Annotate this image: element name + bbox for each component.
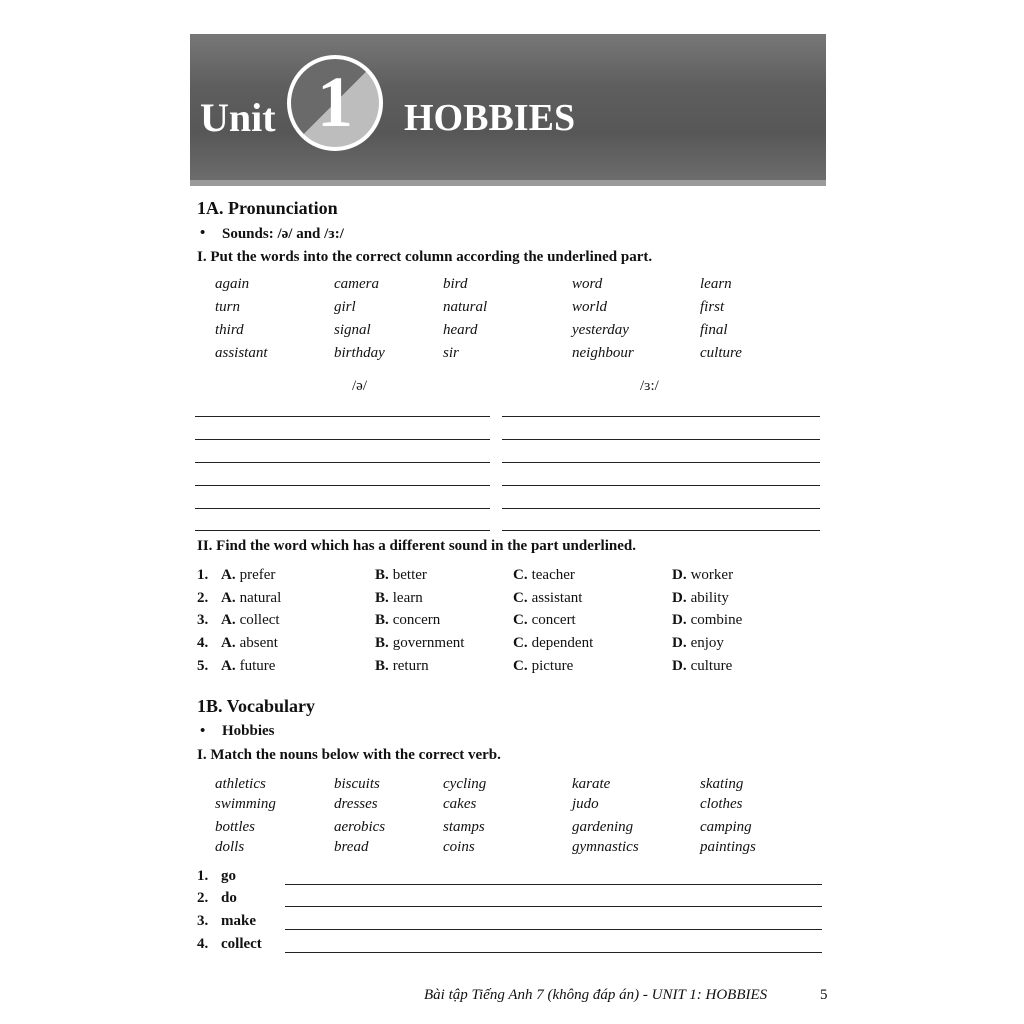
option-word: concern [392, 612, 441, 628]
option-letter: B. [375, 658, 389, 674]
unit-number: 1 [317, 62, 353, 142]
answer-option [375, 567, 427, 584]
pronunciation-word: camera [334, 276, 379, 292]
noun-word: camping [700, 819, 752, 835]
verb-number: 2. [197, 890, 209, 906]
pronunciation-word: culture [700, 345, 742, 361]
noun-word: stamps [443, 819, 485, 835]
exercise-2-instruction: II. Find the word which has a different sound in the part underlined. [197, 538, 636, 554]
option-letter: A. [221, 567, 236, 583]
option-word: absent [239, 635, 278, 651]
option-letter: B. [375, 590, 389, 606]
noun-word: bottles [215, 819, 255, 835]
pronunciation-word: learn [700, 276, 732, 292]
pronunciation-word: neighbour [572, 345, 634, 361]
option-letter: C. [513, 658, 528, 674]
option-word: assistant [531, 590, 583, 606]
option-word: dependent [531, 635, 594, 651]
answer-line [195, 508, 490, 509]
option-word: worker [690, 567, 734, 583]
answer-option [221, 567, 275, 584]
verb-label: go [221, 868, 236, 884]
page-number: 5 [820, 987, 828, 1003]
answer-option [513, 612, 576, 629]
option-word: ability [690, 590, 729, 606]
option-letter: C. [513, 590, 528, 606]
question-number: 1. [197, 567, 209, 583]
banner-strip [190, 180, 826, 186]
option-letter: D. [672, 590, 687, 606]
verb-answer-line [285, 929, 822, 930]
answer-option [375, 658, 429, 675]
answer-option [513, 635, 593, 652]
answer-line [195, 416, 490, 417]
pronunciation-word: third [215, 322, 244, 338]
pronunciation-word: world [572, 299, 608, 315]
answer-option [513, 567, 575, 584]
sounds-heading: Sounds: /ə/ and /ɜ:/ [222, 226, 344, 242]
option-letter: D. [672, 612, 687, 628]
answer-line [502, 462, 820, 463]
answer-option [672, 590, 729, 607]
exercise-1-instruction: I. Put the words into the correct column according the underlined part. [197, 249, 653, 265]
bullet-dot-2: • [200, 723, 206, 739]
noun-word: aerobics [334, 819, 386, 835]
noun-word: paintings [700, 839, 756, 855]
question-number: 5. [197, 658, 209, 674]
noun-word: cycling [443, 776, 487, 792]
pronunciation-word: turn [215, 299, 241, 315]
pronunciation-word: again [215, 276, 250, 292]
option-word: natural [239, 590, 282, 606]
noun-word: bread [334, 839, 369, 855]
answer-line [195, 439, 490, 440]
noun-word: skating [700, 776, 744, 792]
footer-text: Bài tập Tiếng Anh 7 (không đáp án) - UNIT 1: HOBBIES [424, 987, 768, 1003]
answer-option [672, 658, 732, 675]
pronunciation-word: natural [443, 299, 488, 315]
option-word: concert [531, 612, 576, 628]
pronunciation-word: birthday [334, 345, 385, 361]
answer-line [502, 439, 820, 440]
noun-word: gardening [572, 819, 634, 835]
pronunciation-word: signal [334, 322, 371, 338]
option-letter: B. [375, 567, 389, 583]
noun-word: dresses [334, 796, 378, 812]
pronunciation-word: first [700, 299, 725, 315]
option-letter: D. [672, 567, 687, 583]
option-word: enjoy [690, 635, 724, 651]
option-word: collect [239, 612, 280, 628]
noun-word: biscuits [334, 776, 380, 792]
noun-word: cakes [443, 796, 477, 812]
pronunciation-word: bird [443, 276, 468, 292]
noun-word: dolls [215, 839, 245, 855]
noun-word: karate [572, 776, 611, 792]
answer-option [221, 612, 280, 629]
option-word: future [239, 658, 276, 674]
noun-word: swimming [215, 796, 276, 812]
pronunciation-word: final [700, 322, 728, 338]
answer-option [221, 658, 275, 675]
answer-line [195, 530, 490, 531]
answer-option [672, 612, 742, 629]
answer-option [672, 567, 733, 584]
noun-word: clothes [700, 796, 743, 812]
noun-word: athletics [215, 776, 266, 792]
column-header-schwa: /ə/ [352, 378, 367, 394]
verb-number: 4. [197, 936, 209, 952]
column-header-er: /ɜ:/ [640, 378, 659, 394]
bullet-dot: • [200, 225, 206, 241]
verb-label: do [221, 890, 237, 906]
noun-word: judo [572, 796, 599, 812]
option-word: combine [690, 612, 743, 628]
question-number: 4. [197, 635, 209, 651]
pronunciation-word: sir [443, 345, 459, 361]
answer-line [502, 485, 820, 486]
option-letter: B. [375, 612, 389, 628]
verb-answer-line [285, 952, 822, 953]
pronunciation-word: word [572, 276, 603, 292]
option-letter: C. [513, 635, 528, 651]
noun-word: coins [443, 839, 475, 855]
answer-option [513, 658, 573, 675]
verb-answer-line [285, 884, 822, 885]
option-letter: A. [221, 612, 236, 628]
section-1a-title: 1A. Pronunciation [197, 198, 338, 218]
option-word: government [392, 635, 465, 651]
answer-option [221, 590, 281, 607]
verb-number: 3. [197, 913, 209, 929]
noun-word: gymnastics [572, 839, 639, 855]
verb-answer-line [285, 906, 822, 907]
option-letter: C. [513, 567, 528, 583]
answer-line [502, 530, 820, 531]
vocab-topic: Hobbies [222, 723, 275, 739]
option-word: better [392, 567, 427, 583]
option-letter: A. [221, 635, 236, 651]
answer-option [513, 590, 582, 607]
answer-option [375, 635, 464, 652]
option-letter: A. [221, 590, 236, 606]
option-word: learn [392, 590, 423, 606]
vocab-instruction: I. Match the nouns below with the correct verb. [197, 747, 501, 763]
pronunciation-word: heard [443, 322, 478, 338]
option-word: teacher [531, 567, 575, 583]
answer-option [221, 635, 278, 652]
answer-option [375, 612, 440, 629]
option-letter: D. [672, 635, 687, 651]
verb-number: 1. [197, 868, 209, 884]
verb-label: collect [221, 936, 262, 952]
option-letter: D. [672, 658, 687, 674]
question-number: 3. [197, 612, 209, 628]
option-word: return [392, 658, 429, 674]
option-word: picture [531, 658, 574, 674]
pronunciation-word: girl [334, 299, 356, 315]
section-1b-title: 1B. Vocabulary [197, 696, 316, 716]
option-word: prefer [239, 567, 276, 583]
option-letter: A. [221, 658, 236, 674]
answer-line [502, 508, 820, 509]
pronunciation-word: yesterday [572, 322, 629, 338]
option-letter: C. [513, 612, 528, 628]
option-word: culture [690, 658, 733, 674]
unit-title: HOBBIES [404, 97, 576, 139]
question-number: 2. [197, 590, 209, 606]
answer-option [672, 635, 724, 652]
answer-line [502, 416, 820, 417]
answer-option [375, 590, 423, 607]
verb-label: make [221, 913, 256, 929]
unit-word: Unit [200, 95, 276, 140]
answer-line [195, 462, 490, 463]
answer-line [195, 485, 490, 486]
pronunciation-word: assistant [215, 345, 268, 361]
option-letter: B. [375, 635, 389, 651]
